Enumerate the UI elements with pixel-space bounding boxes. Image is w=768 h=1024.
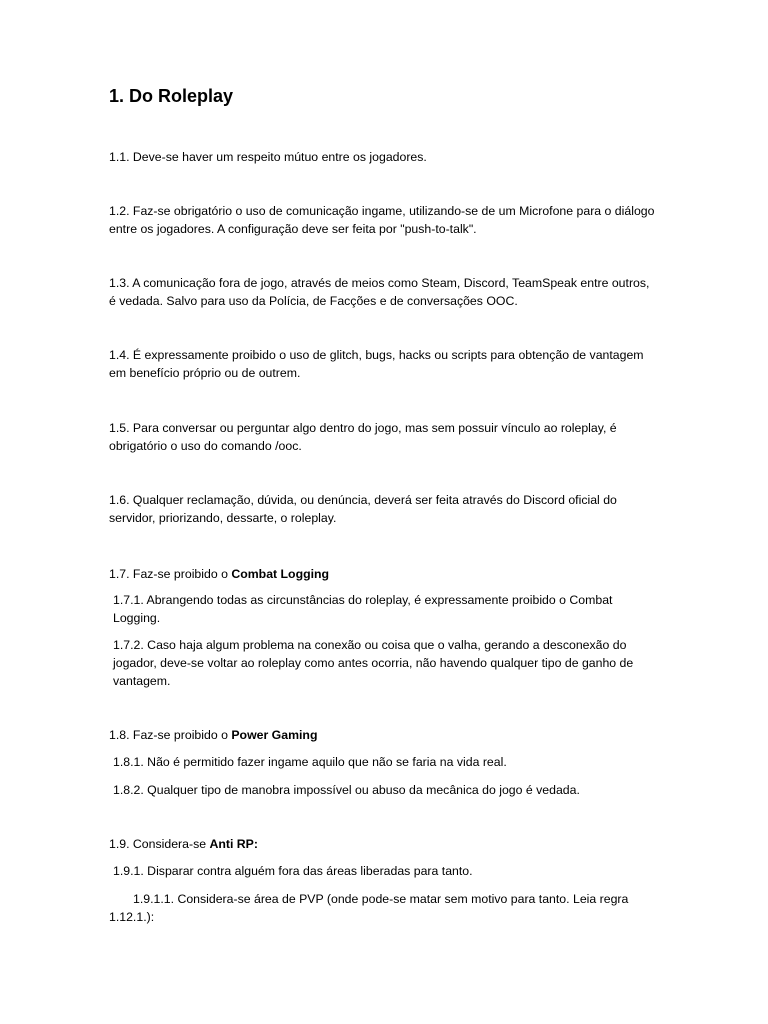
section-heading: 1. Do Roleplay bbox=[109, 86, 234, 106]
rule-1-8-term: Power Gaming bbox=[231, 728, 318, 742]
rule-1-7-prefix: 1.7. Faz-se proibido o bbox=[109, 567, 232, 581]
rule-1-8 bbox=[109, 726, 657, 744]
rule-1-6: 1.6. Qualquer reclamação, dúvida, ou denúncia, deverá ser feita através do Discord oficial do servidor, priorizando, dessarte, o roleplay. bbox=[109, 493, 617, 525]
rule-1-9 bbox=[109, 835, 657, 853]
rule-1-7-term: Combat Logging bbox=[231, 567, 330, 581]
rule-1-9-prefix: 1.9. Considera-se bbox=[109, 837, 210, 851]
rule-1-3: 1.3. A comunicação fora de jogo, através de meios como Steam, Discord, TeamSpeak entre outros, é vedada. Salvo para uso da Polícia, de Facções e de conversações OOC. bbox=[109, 276, 650, 308]
rule-1-1: 1.1. Deve-se haver um respeito mútuo entre os jogadores. bbox=[109, 150, 427, 164]
rule-1-9-1: 1.9.1. Disparar contra alguém fora das áreas liberadas para tanto. bbox=[113, 864, 473, 878]
rule-1-7-1: 1.7.1. Abrangendo todas as circunstâncias do roleplay, é expressamente proibido o Combat Logging. bbox=[113, 593, 613, 625]
rule-1-4: 1.4. É expressamente proibido o uso de glitch, bugs, hacks ou scripts para obtenção de vantagem em benefício próprio ou de outrem. bbox=[109, 348, 644, 380]
rule-1-8-2: 1.8.2. Qualquer tipo de manobra impossível ou abuso da mecânica do jogo é vedada. bbox=[113, 783, 580, 797]
rule-1-9-term: Anti RP: bbox=[209, 837, 258, 851]
rule-1-5: 1.5. Para conversar ou perguntar algo dentro do jogo, mas sem possuir vínculo ao roleplay, é obrigatório o uso do comando /ooc. bbox=[109, 421, 617, 453]
rule-1-8-1: 1.8.1. Não é permitido fazer ingame aquilo que não se faria na vida real. bbox=[113, 755, 507, 769]
rule-1-9-1-1: 1.9.1.1. Considera-se área de PVP (onde pode-se matar sem motivo para tanto. Leia regra 1.12.1.): bbox=[109, 892, 629, 924]
rule-1-7-2: 1.7.2. Caso haja algum problema na conexão ou coisa que o valha, gerando a desconexão do jogador, deve-se voltar ao roleplay como antes ocorria, não havendo qualquer tipo de ganho de vantagem. bbox=[113, 638, 634, 688]
rule-1-2: 1.2. Faz-se obrigatório o uso de comunicação ingame, utilizando-se de um Microfone para o diálogo entre os jogadores. A configuração deve ser feita por "push-to-talk". bbox=[109, 204, 655, 236]
rule-1-7 bbox=[109, 565, 657, 583]
rule-1-8-prefix: 1.8. Faz-se proibido o bbox=[109, 728, 232, 742]
